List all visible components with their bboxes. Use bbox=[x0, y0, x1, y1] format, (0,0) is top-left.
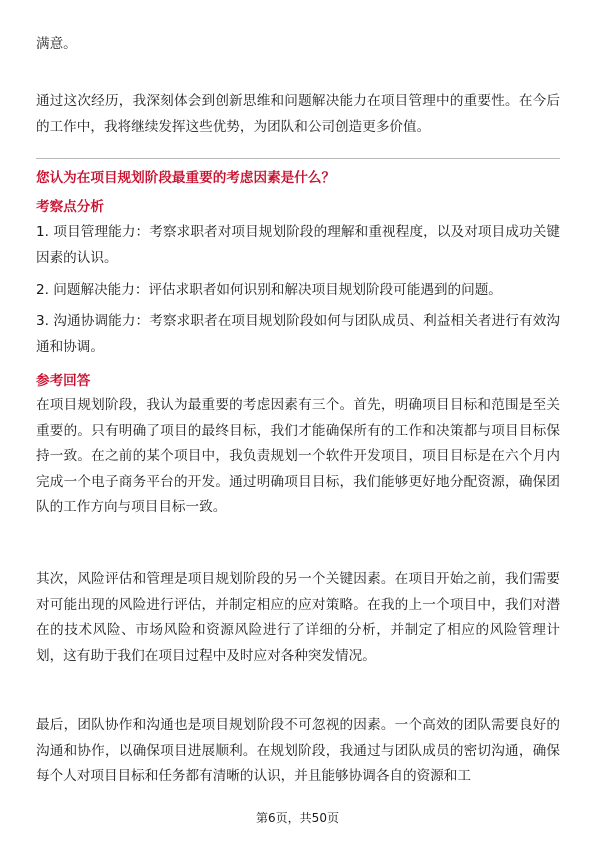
reflection-paragraph: 通过这次经历，我深刻体会到创新思维和问题解决能力在项目管理中的重要性。在今后的工作中，我将继续发挥这些优势，为团队和公司创造更多价值。 bbox=[36, 93, 560, 135]
continuation-text: 满意。 bbox=[36, 36, 77, 52]
answer-paragraph-2: 其次，风险评估和管理是项目规划阶段的另一个关键因素。在项目开始之前，我们需要对可能出现的风险进行评估，并制定相应的应对策略。在我的上一个项目中，我们对潜在的技术风险、市场风险和资源风险进行了详细的分析，并制定了相应的风险管理计划，这有助于我们在项目过程中及时应对各种突发情况。 bbox=[36, 571, 560, 664]
analysis-heading: 考察点分析 bbox=[36, 199, 104, 215]
analysis-point-3: 3. 沟通协调能力：考察求职者在项目规划阶段如何与团队成员、利益相关者进行有效沟通和协调。 bbox=[36, 313, 560, 355]
analysis-point-2: 2. 问题解决能力：评估求职者如何识别和解决项目规划阶段可能遇到的问题。 bbox=[36, 282, 502, 298]
answer-paragraph-1: 在项目规划阶段，我认为最重要的考虑因素有三个。首先，明确项目目标和范围是至关重要的。只有明确了项目的最终目标，我们才能确保所有的工作和决策都与项目目标保持一致。在之前的某个项目中，我负责规划一个软件开发项目，项目目标是在六个月内完成一个电子商务平台的开发。通过明确项目目标，我们能够更好地分配资源，确保团队的工作方向与项目目标一致。 bbox=[36, 397, 560, 515]
question-title: 您认为在项目规划阶段最重要的考虑因素是什么？ bbox=[36, 170, 336, 186]
section-divider bbox=[36, 158, 560, 159]
analysis-point-1: 1. 项目管理能力：考察求职者对项目规划阶段的理解和重视程度，以及对项目成功关键因素的认识。 bbox=[36, 224, 560, 266]
page-number: 第6页，共50页 bbox=[256, 811, 339, 825]
answer-paragraph-3: 最后，团队协作和沟通也是项目规划阶段不可忽视的因素。一个高效的团队需要良好的沟通和协作，以确保项目进展顺利。在规划阶段，我通过与团队成员的密切沟通，确保每个人对项目目标和任务都有清晰的认识，并且能够协调各自的资源和工 bbox=[36, 717, 560, 784]
answer-heading: 参考回答 bbox=[36, 373, 91, 389]
